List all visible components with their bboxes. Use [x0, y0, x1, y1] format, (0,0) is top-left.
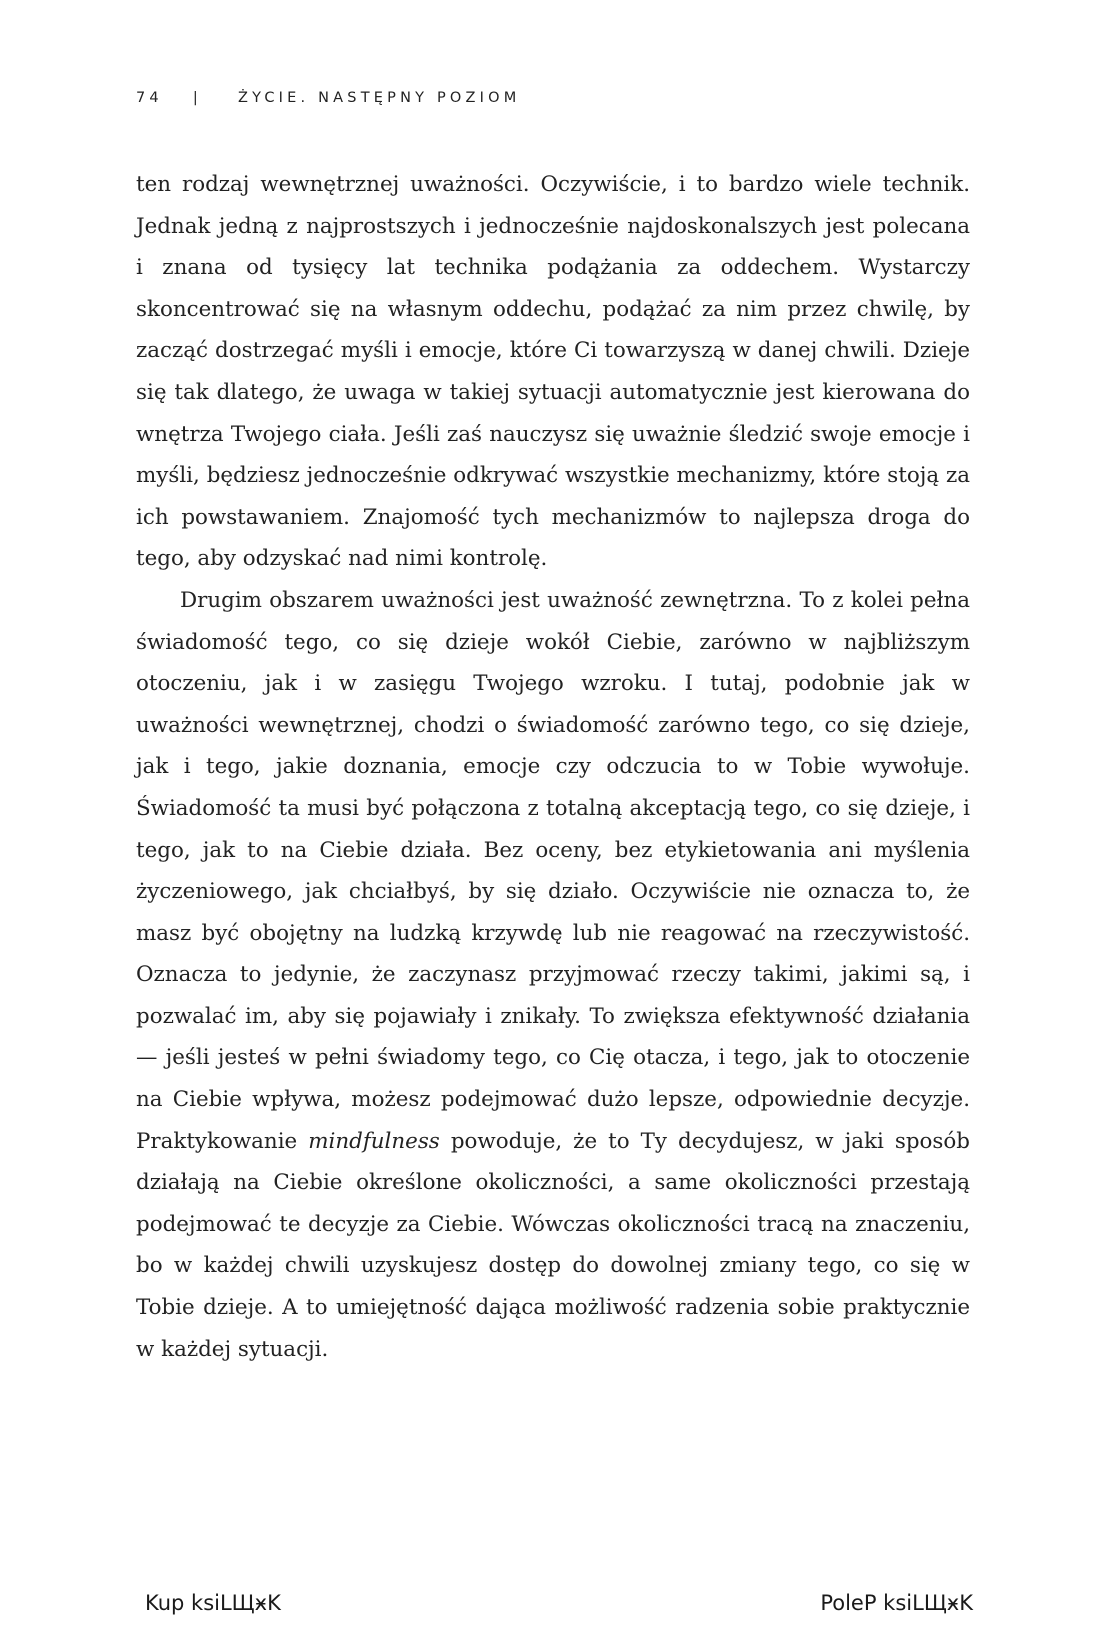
page-number: 74 [136, 90, 163, 106]
recommend-book-link[interactable]: PoleP ksiLЩӿK [820, 1591, 973, 1615]
paragraph-2-part-2: powoduje, że to Ty decydujesz, w jaki sposób działają na Ciebie określone okoliczności, a same okoliczności przestają podejmować te decyzje za Ciebie. Wówczas okoliczności tracą na znaczeniu, bo w każdej chwili uzyskujesz dostęp do dowolnej zmiany tego, co się w Tobie dzieje. A to umiejętność dająca możliwość radzenia sobie praktycznie w każdej sytuacji. [136, 1128, 970, 1362]
emphasis-mindfulness: mindfulness [308, 1128, 440, 1154]
paragraph-2-part-1: Drugim obszarem uważności jest uważność zewnętrzna. To z kolei pełna świadomość tego, co się dzieje wokół Ciebie, zarówno w najbliższym otoczeniu, jak i w zasięgu Twojego wzroku. I tutaj, podobnie jak w uważności wewnętrznej, chodzi o świadomość zarówno tego, co się dzieje, jak i tego, jakie doznania, emocje czy odczucia to w Tobie wywołuje. Świadomość ta musi być połączona z totalną akceptacją tego, co się dzieje, i tego, jak to na Ciebie działa. Bez oceny, bez etykietowania ani myślenia życzeniowego, jak chciałbyś, by się działo. Oczywiście nie oznacza to, że masz być obojętny na ludzką krzywdę lub nie reagować na rzeczywistość. Oznacza to jedynie, że zaczynasz przyjmować rzeczy takimi, jakimi są, i pozwalać im, aby się pojawiały i znikały. To zwiększa efektywność działania — jeśli jesteś w pełni świadomy tego, co Cię otacza, i tego, jak to otoczenie na Ciebie wpływa, możesz podejmować dużo lepsze, odpowiednie decyzje. Praktykowanie [136, 587, 970, 1154]
paragraph-2 [136, 580, 970, 1370]
paragraph-1: ten rodzaj wewnętrznej uważności. Oczywiście, i to bardzo wiele technik. Jednak jedną z najprostszych i jednocześnie najdoskonalszych jest polecana i znana od tysięcy lat technika podążania za oddechem. Wystarczy skoncentrować się na własnym oddechu, podążać za nim przez chwilę, by zacząć dostrzegać myśli i emocje, które Ci towarzyszą w danej chwili. Dzieje się tak dlatego, że uwaga w takiej sytuacji automatycznie jest kierowana do wnętrza Twojego ciała. Jeśli zaś nauczysz się uważnie śledzić swoje emocje i myśli, będziesz jednocześnie odkrywać wszystkie mechanizmy, które stoją za ich powstawaniem. Znajomość tych mechanizmów to najlepsza droga do tego, aby odzyskać nad nimi kontrolę. [136, 172, 970, 572]
book-title: ŻYCIE. NASTĘPNY POZIOM [237, 90, 521, 106]
buy-book-link[interactable]: Kup ksiLЩӿK [145, 1591, 281, 1615]
running-head [136, 90, 520, 106]
body-text [136, 164, 970, 1370]
header-separator: | [192, 90, 202, 106]
